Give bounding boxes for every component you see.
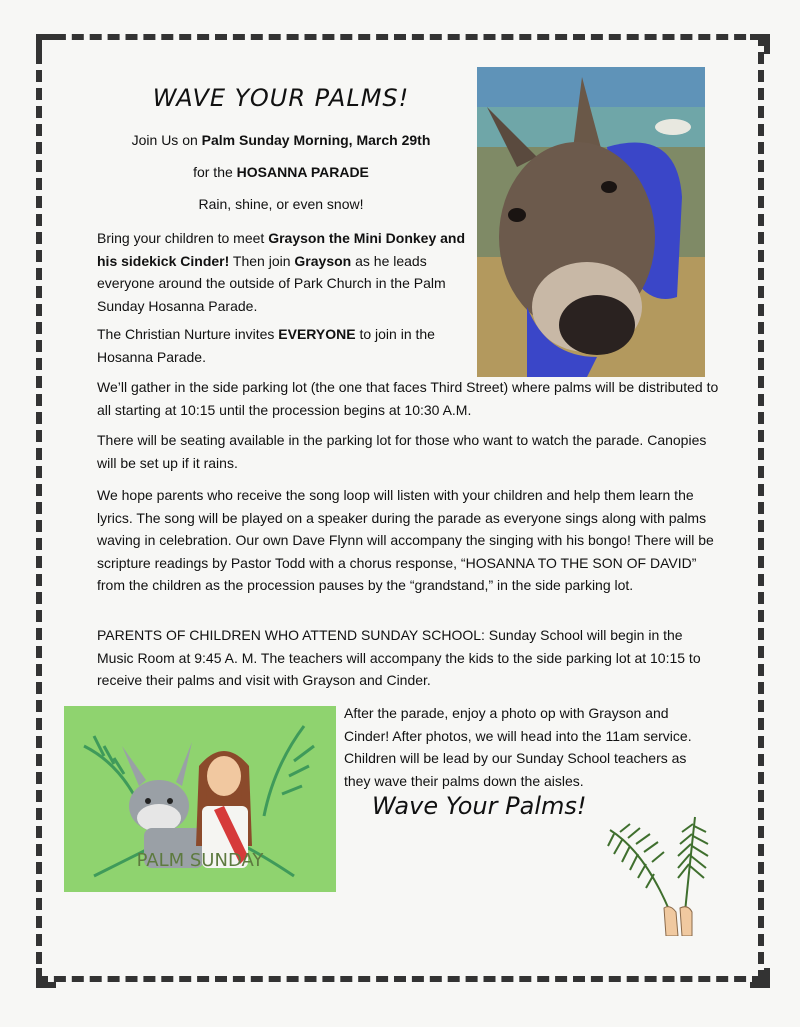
card-label: PALM SUNDAY (136, 850, 264, 871)
palm-branches-illustration (600, 812, 720, 936)
border-corner (750, 968, 770, 988)
sunday-school-paragraph: PARENTS OF CHILDREN WHO ATTEND SUNDAY SCHOOL: Sunday School will begin in the Music Room at 9:45 A. M. The teachers will accompany the kids to the side parking lot at 10:15 to receive their palms and visit with Grayson and Cinder. (97, 627, 701, 688)
event-name-prefix: for the (193, 164, 237, 180)
text-run: Then join (229, 252, 295, 269)
invite-paragraph (97, 323, 472, 368)
border-corner (750, 34, 770, 54)
closing-slogan: Wave Your Palms! (372, 792, 587, 820)
border-corner (36, 34, 56, 54)
event-date: Palm Sunday Morning, March 29th (201, 132, 431, 148)
border-corner (36, 968, 56, 988)
seating-paragraph: There will be seating available in the parking lot for those who want to watch the parade. Canopies will be set up if it rains. (97, 432, 707, 471)
gather-paragraph: We’ll gather in the side parking lot (the one that faces Third Street) where palms will be distributed to all starting at 10:15 until the procession begins at 10:30 A.M. (97, 379, 719, 418)
event-name-line (96, 164, 466, 180)
donkey-names: Grayson the Mini Donkey and his sidekick Cinder! (97, 230, 466, 269)
flyer-title: WAVE YOUR PALMS! (152, 84, 410, 112)
donkey-photo (477, 67, 705, 377)
text-run: to join in the Hosanna Parade. (97, 326, 435, 365)
text-run: as he leads everyone around the outside of Park Church in the Palm Sunday Hosanna Parade. (97, 252, 446, 314)
palm-sunday-card (64, 706, 336, 892)
weather-line: Rain, shine, or even snow! (198, 196, 364, 212)
event-date-prefix: Join Us on (131, 132, 202, 148)
photo-op-paragraph: After the parade, enjoy a photo op with Grayson and Cinder! After photos, we will head into the 11am service. Children will be lead by our Sunday School teachers as they wave their palms down the aisles. (344, 705, 692, 789)
intro-paragraph (97, 227, 472, 317)
text-run: The Christian Nurture invites (97, 326, 279, 342)
song-paragraph: We hope parents who receive the song loop will listen with your children and help them learn the lyrics. The song will be played on a speaker during the parade as everyone sings along with palms waving in celebration. Our own Dave Flynn will accompany the singing with his bongo! There will be scripture readings by Pastor Todd with a chorus response, “HOSANNA TO THE SON OF DAVID” from the children as the procession pauses by the “grandstand,” in the side parking lot. (97, 487, 714, 593)
donkey-name: Grayson (294, 252, 352, 269)
event-date-line (96, 132, 466, 148)
text-run: Bring your children to meet (97, 230, 269, 246)
everyone-emphasis: EVERYONE (278, 326, 356, 342)
event-name: HOSANNA PARADE (236, 164, 369, 180)
